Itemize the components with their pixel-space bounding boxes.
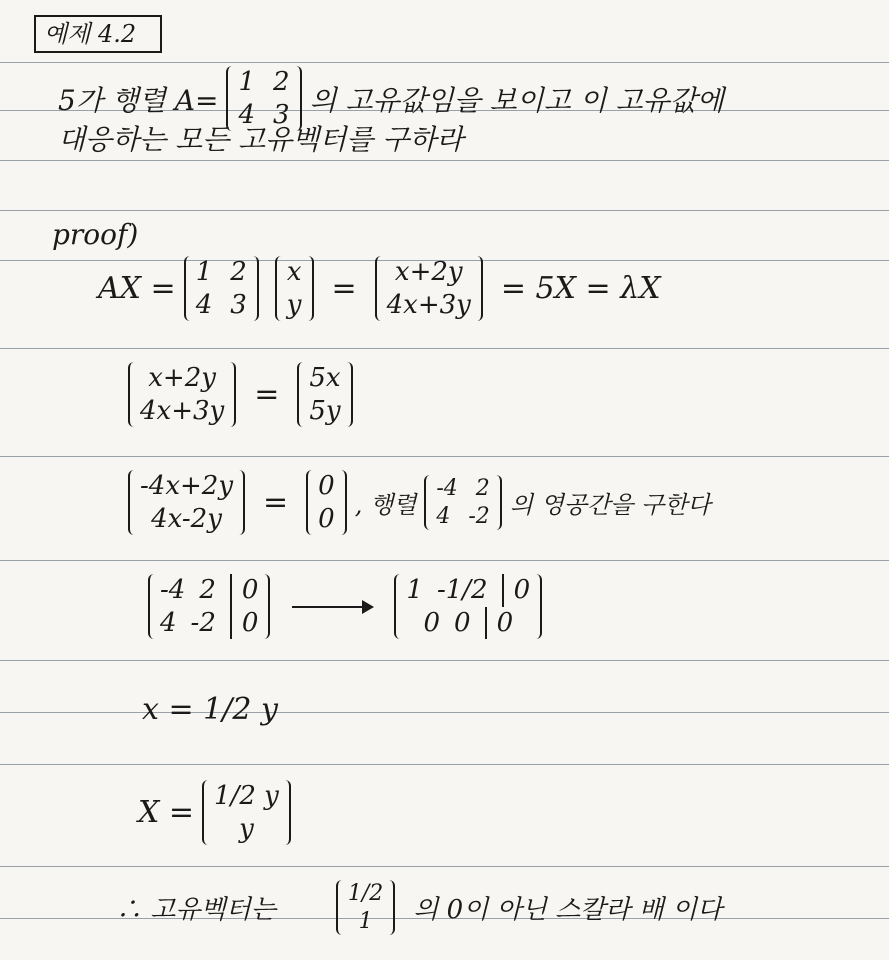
rule-line xyxy=(0,866,889,867)
eq6-lhs: X = xyxy=(138,795,195,830)
arrow-icon xyxy=(292,606,372,608)
matrix-cell: 1 xyxy=(406,575,423,605)
matrix-cell: 2 xyxy=(475,476,490,501)
rule-line xyxy=(0,660,889,661)
rule-line xyxy=(0,560,889,561)
eq1-lhs: AX = xyxy=(98,271,176,306)
matrix-cell: 1 xyxy=(358,908,373,934)
rule-line xyxy=(0,160,889,161)
matrix-cell: 2 xyxy=(230,257,247,287)
equation-4 xyxy=(140,574,550,639)
equals-sign: = xyxy=(331,271,357,306)
matrix-cell: 0 xyxy=(230,574,259,607)
equals-sign: = xyxy=(263,485,289,520)
matrix-cell: 0 xyxy=(502,574,531,607)
matrix-cell: 0 xyxy=(454,607,471,638)
matrix-A-eq1 xyxy=(184,256,259,321)
matrix-cell: -2 xyxy=(468,503,490,529)
matrix-cell: 1 xyxy=(238,67,255,97)
matrix-cell: y xyxy=(286,289,302,320)
eq3-text-pre: , 행렬 xyxy=(354,491,417,519)
matrix-cell: -1/2 xyxy=(436,575,488,605)
matrix-cell: -4 xyxy=(436,476,458,501)
equals-sign: = xyxy=(254,377,280,412)
matrix-cell: y xyxy=(239,813,254,844)
problem-text-pre: 5가 행렬 A= xyxy=(58,83,219,117)
matrix-cell: 4 xyxy=(436,503,451,529)
equation-6 xyxy=(138,780,299,845)
coefficient-matrix xyxy=(424,475,501,530)
matrix-cell: 4 xyxy=(160,607,177,638)
rule-line xyxy=(0,764,889,765)
vector-left xyxy=(128,470,245,535)
matrix-cell: 2 xyxy=(273,67,290,97)
equation-5: x = 1/2 y xyxy=(142,692,278,727)
rule-line xyxy=(0,210,889,211)
matrix-cell: 0 xyxy=(485,607,514,640)
vector-X-solution xyxy=(202,780,291,845)
matrix-cell: 3 xyxy=(273,99,290,130)
matrix-cell: 0 xyxy=(318,471,335,501)
matrix-cell: 2 xyxy=(199,575,216,605)
problem-text-post: 의 고유값임을 보이고 이 고유값에 xyxy=(309,83,724,117)
vector-X xyxy=(275,256,314,321)
matrix-cell: 4x+3y xyxy=(140,395,225,426)
matrix-cell: 4x-2y xyxy=(151,503,222,534)
matrix-cell: x xyxy=(286,257,302,287)
rule-line xyxy=(0,712,889,713)
conclusion-post: 의 0이 아닌 스칼라 배 이다 xyxy=(413,895,723,925)
matrix-cell: -4 xyxy=(160,575,186,605)
equation-1 xyxy=(98,256,671,321)
rule-line xyxy=(0,456,889,457)
equation-3 xyxy=(120,470,711,535)
matrix-cell: -2 xyxy=(190,607,216,638)
matrix-cell: 4 xyxy=(195,289,213,320)
matrix-cell: 1/2 xyxy=(347,881,384,906)
matrix-cell: 1/2 y xyxy=(214,781,279,811)
matrix-cell: -4x+2y xyxy=(140,471,234,501)
augmented-matrix-right xyxy=(394,574,542,639)
vector-right xyxy=(297,362,352,427)
matrix-cell: 5x xyxy=(309,363,341,393)
conclusion-pre: ∴ 고유벡터는 xyxy=(116,895,276,925)
eq1-rhs: = 5X = λX xyxy=(500,271,661,306)
matrix-cell: 3 xyxy=(230,289,247,320)
equation-2 xyxy=(120,362,361,427)
matrix-cell: 4x+3y xyxy=(386,289,471,320)
matrix-cell: x+2y xyxy=(148,363,216,393)
matrix-cell: 5y xyxy=(309,395,341,426)
augmented-matrix-left xyxy=(148,574,270,639)
conclusion xyxy=(116,880,722,935)
vector-left xyxy=(128,362,236,427)
eq3-text-post: 의 영공간을 구한다 xyxy=(509,491,711,519)
eigenvector xyxy=(336,880,395,935)
rule-line xyxy=(0,348,889,349)
example-title: 예제 4.2 xyxy=(34,15,162,53)
matrix-cell: 0 xyxy=(423,607,441,638)
matrix-cell: x+2y xyxy=(394,257,463,287)
vector-product xyxy=(375,256,483,321)
rule-line xyxy=(0,62,889,63)
zero-vector xyxy=(306,470,347,535)
matrix-cell: 0 xyxy=(230,607,259,640)
problem-line-2: 대응하는 모든 고유벡터를 구하라 xyxy=(58,123,464,156)
matrix-cell: 0 xyxy=(318,503,335,534)
matrix-cell: 4 xyxy=(238,99,255,130)
matrix-cell: 1 xyxy=(195,257,213,287)
proof-label: proof) xyxy=(52,218,139,251)
